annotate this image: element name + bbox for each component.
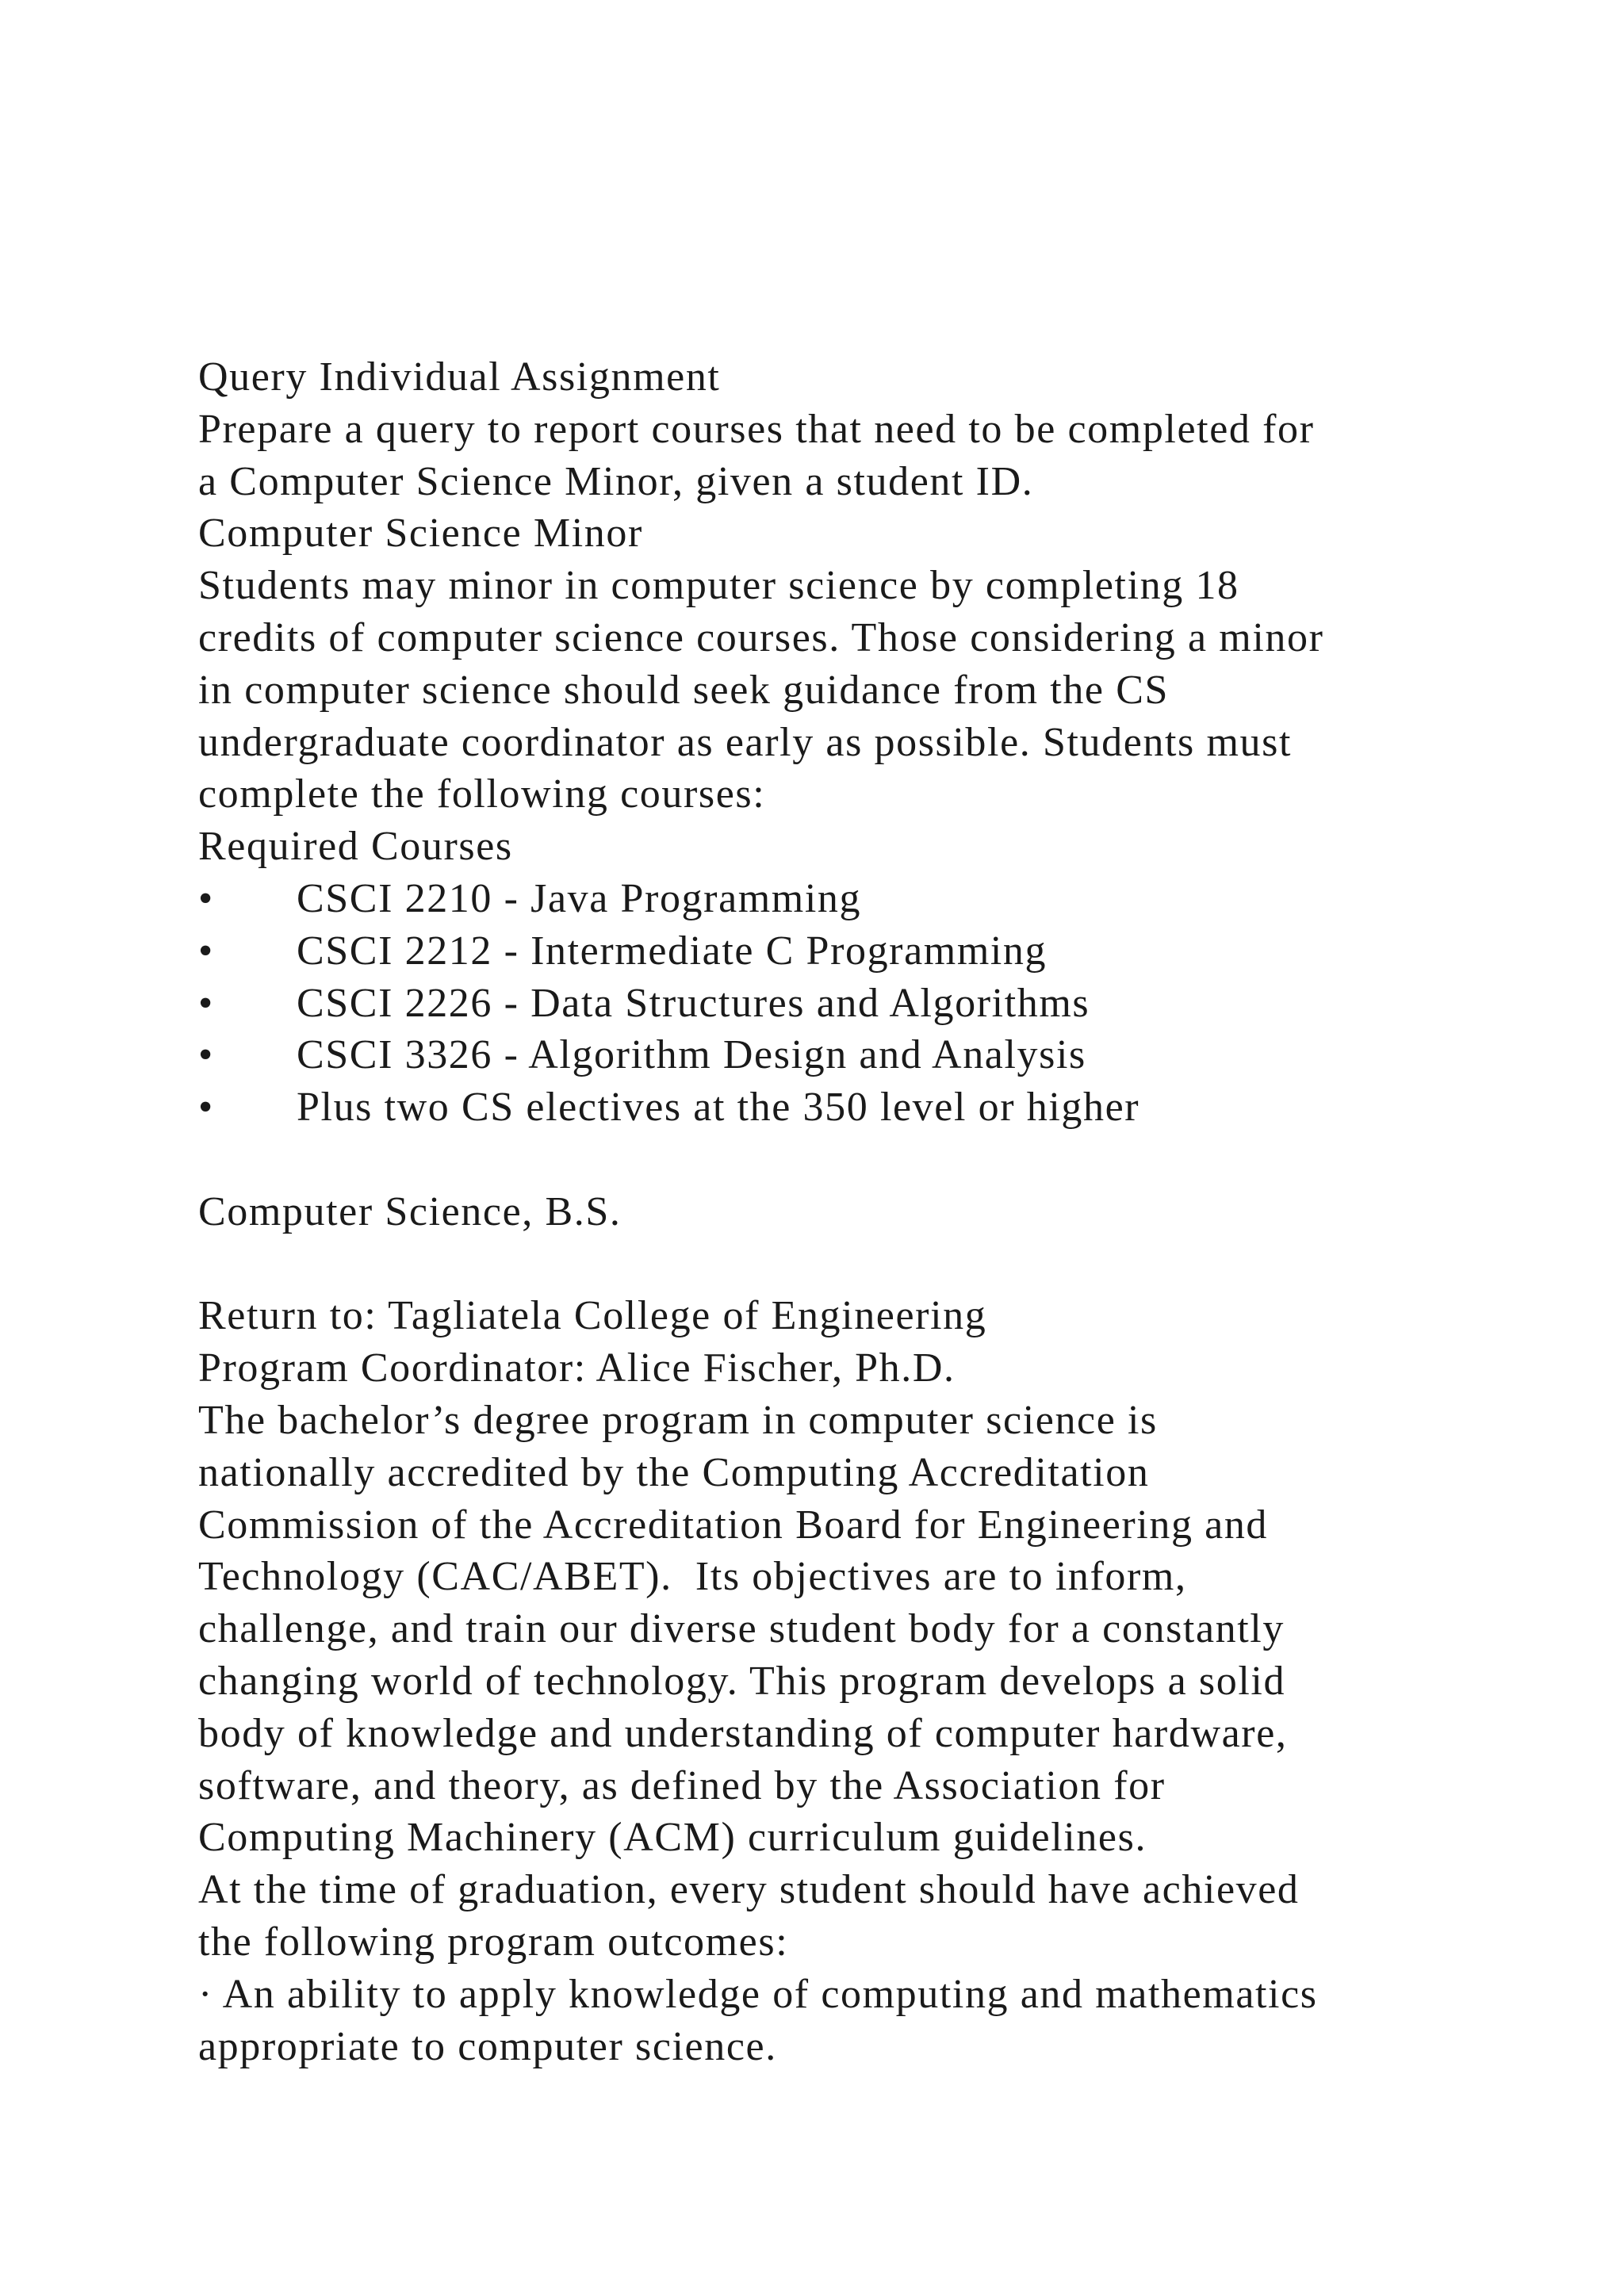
course-label: Plus two CS electives at the 350 level or higher bbox=[297, 1085, 1140, 1131]
course-label: CSCI 2212 - Intermediate C Programming bbox=[297, 928, 1048, 974]
minor-paragraph-line: credits of computer science courses. Those considering a minor bbox=[198, 614, 1324, 660]
course-label: CSCI 3326 - Algorithm Design and Analysis bbox=[297, 1032, 1086, 1078]
outcome-line: appropriate to computer science. bbox=[198, 2023, 777, 2069]
minor-paragraph-line: complete the following courses: bbox=[198, 771, 766, 817]
program-paragraph-line: changing world of technology. This program develops a solid bbox=[198, 1658, 1286, 1704]
bullet-icon: • bbox=[198, 980, 214, 1026]
bullet-icon: • bbox=[198, 875, 214, 921]
bullet-icon: • bbox=[198, 928, 214, 974]
list-item bbox=[198, 978, 1499, 1030]
spacer bbox=[198, 1134, 1499, 1186]
program-paragraph-line: challenge, and train our diverse student body for a constantly bbox=[198, 1606, 1285, 1652]
program-paragraph-line: nationally accredited by the Computing Accreditation bbox=[198, 1449, 1150, 1495]
course-label: CSCI 2210 - Java Programming bbox=[297, 875, 862, 921]
course-label: CSCI 2226 - Data Structures and Algorithms bbox=[297, 980, 1090, 1026]
bullet-icon: • bbox=[198, 1085, 214, 1131]
program-paragraph-line: Computing Machinery (ACM) curriculum guidelines. bbox=[198, 1815, 1147, 1861]
outcomes-intro-line: At the time of graduation, every student should have achieved bbox=[198, 1867, 1300, 1913]
program-paragraph-line: Commission of the Accreditation Board for Engineering and bbox=[198, 1502, 1269, 1548]
spacer bbox=[198, 1238, 1499, 1291]
program-paragraph-line: Technology (CAC/ABET). Its objectives are to inform, bbox=[198, 1554, 1187, 1600]
list-item bbox=[198, 1081, 1499, 1134]
outcomes-intro-line: the following program outcomes: bbox=[198, 1919, 789, 1965]
outcome-line: · An ability to apply knowledge of computing and mathematics bbox=[198, 1971, 1318, 2017]
required-courses-list bbox=[198, 873, 1499, 1134]
prompt-line: a Computer Science Minor, given a student ID. bbox=[198, 458, 1034, 504]
program-paragraph-line: software, and theory, as defined by the Association for bbox=[198, 1762, 1166, 1808]
return-to-link: Return to: Tagliatela College of Engineering bbox=[198, 1293, 987, 1339]
list-item bbox=[198, 1029, 1499, 1081]
assignment-title: Query Individual Assignment bbox=[198, 354, 721, 400]
program-paragraph-line: body of knowledge and understanding of computer hardware, bbox=[198, 1710, 1288, 1756]
program-heading: Computer Science, B.S. bbox=[198, 1188, 622, 1234]
program-paragraph-line: The bachelor’s degree program in computer science is bbox=[198, 1397, 1158, 1443]
minor-paragraph-line: Students may minor in computer science by completing 18 bbox=[198, 563, 1239, 609]
minor-heading: Computer Science Minor bbox=[198, 511, 643, 557]
minor-paragraph-line: undergraduate coordinator as early as possible. Students must bbox=[198, 719, 1293, 765]
required-courses-heading: Required Courses bbox=[198, 824, 513, 870]
list-item bbox=[198, 925, 1499, 978]
document-page bbox=[198, 351, 1499, 2072]
prompt-line: Prepare a query to report courses that need to be completed for bbox=[198, 406, 1315, 452]
bullet-icon: • bbox=[198, 1032, 214, 1078]
program-coordinator: Program Coordinator: Alice Fischer, Ph.D. bbox=[198, 1345, 956, 1391]
minor-paragraph-line: in computer science should seek guidance from the CS bbox=[198, 667, 1170, 713]
list-item bbox=[198, 873, 1499, 925]
